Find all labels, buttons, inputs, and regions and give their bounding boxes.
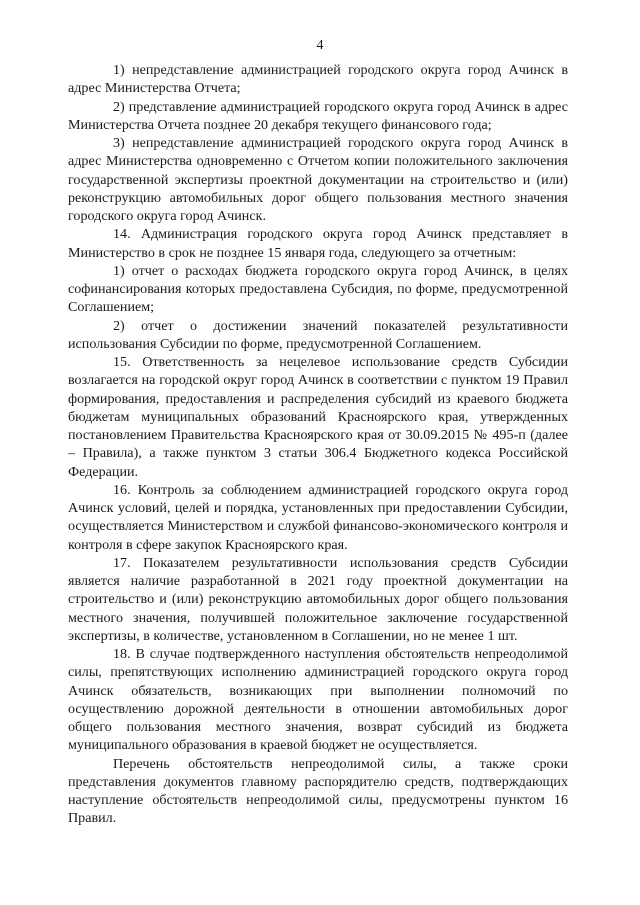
document-body [68,61,568,828]
paragraph-2-late-submission: 2) представление администрацией городского округа город Ачинск в адрес Министерства Отчета позднее 20 декабря текущего финансового года; [68,98,568,133]
page-number: 4 [316,38,324,53]
paragraph-17-performance-indicator: 17. Показателем результативности использования средств Субсидии является наличие разработанной в 2021 году проектной документации на строительство и (или) реконструкцию автомобильных дорог общего пользования местного значения, получившей положительное заключение государственной экспертизы, в количестве, установленном в Соглашении, но не менее 1 шт. [68,554,568,644]
paragraph-14-2-performance-report: 2) отчет о достижении значений показателей результативности использования Субсидии по форме, предусмотренной Соглашением. [68,317,568,352]
paragraph-14-reporting: 14. Администрация городского округа город Ачинск представляет в Министерство в срок не позднее 15 января года, следующего за отчетным: [68,226,568,261]
paragraph-15-responsibility: 15. Ответственность за нецелевое использование средств Субсидии возлагается на городской округ город Ачинск в соответствии с пунктом 19 Правил формирования, предоставления и распределения субсидий из краевого бюджета бюджетам муниципальных образований Красноярского края, утвержденных постановлением Правительства Красноярского края от 30.09.2015 № 495-п (далее – Правила), а также пунктом 3 статьи 306.4 Бюджетного кодекса Российской Федерации. [68,354,568,480]
paragraph-14-1-expense-report: 1) отчет о расходах бюджета городского округа город Ачинск, в целях софинансирования которых предоставлена Субсидия, по форме, предусмотренной Соглашением; [68,262,568,316]
paragraph-3-nonsubmission-expertise: 3) непредставление администрацией городского округа город Ачинск в адрес Министерства одновременно с Отчетом копии положительного заключения государственной экспертизы проектной документации на строительство и (или) реконструкцию автомобильных дорог общего пользования местного значения городского округа город Ачинск. [68,135,568,224]
paragraph-16-control: 16. Контроль за соблюдением администрацией городского округа город Ачинск условий, целей и порядка, установленных при предоставлении Субсидии, осуществляется Министерством и службой финансово-экономического контроля и контроля в сфере закупок Красноярского края. [68,481,568,553]
paragraph-18-force-majeure: 18. В случае подтвержденного наступления обстоятельств непреодолимой силы, препятствующих исполнению администрацией городского округа город Ачинск обязательств, возникающих при выполнении полномочий по осуществлению дорожной деятельности в отношении автомобильных дорог общего пользования местного значения, возврат субсидий из бюджета муниципального образования в краевой бюджет не осуществляется. [68,646,568,754]
paragraph-force-majeure-list: Перечень обстоятельств непреодолимой силы, а также сроки представления документов главному распорядителю средств, подтверждающих наступление обстоятельств непреодолимой силы, предусмотрены пунктом 16 Правил. [68,755,568,827]
paragraph-1-nonsubmission-report: 1) непредставление администрацией городского округа город Ачинск в адрес Министерства Отчета; [68,62,568,97]
